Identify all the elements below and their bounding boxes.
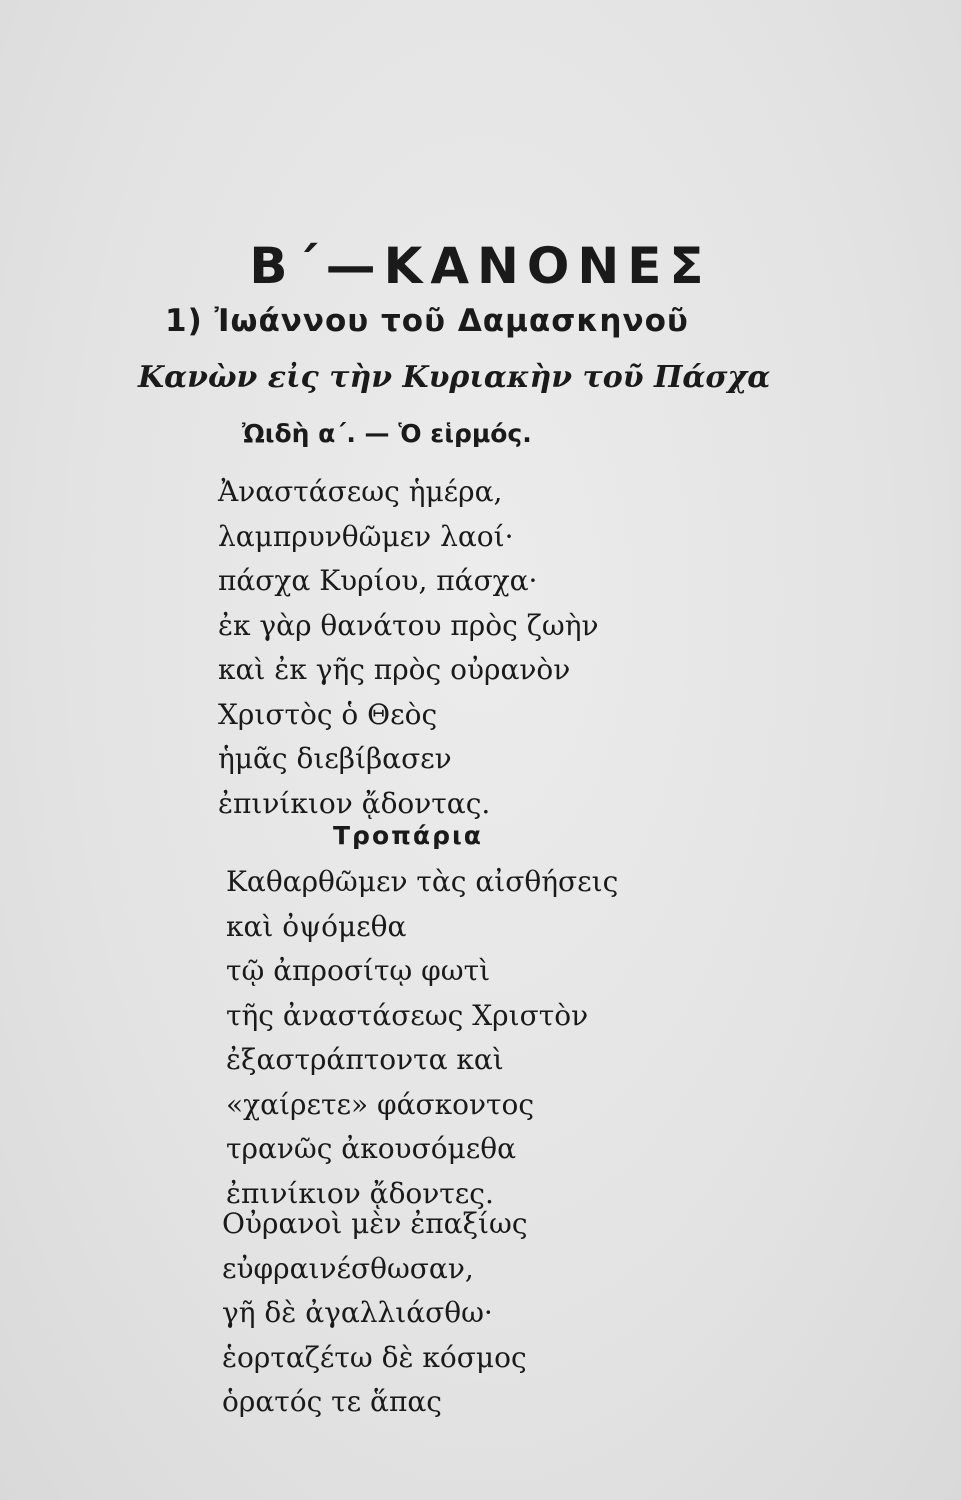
verse-line: Ἀναστάσεως ἡμέρα, — [218, 475, 503, 508]
verse-line: εὐφραινέσθωσαν, — [222, 1251, 474, 1285]
verse-line: γῆ δὲ ἀγαλλιάσθω· — [222, 1296, 493, 1329]
verse-line: ἐξαστράπτοντα καὶ — [226, 1043, 504, 1076]
verse-line: καὶ ἐκ γῆς πρὸς οὐρανὸν — [218, 653, 571, 686]
verse-line: τῷ ἀπροσίτῳ φωτὶ — [226, 954, 491, 987]
verse-line: ὁρατός τε ἅπας — [222, 1385, 442, 1418]
ode-heirmos-label: Ὠιδὴ α΄. — Ὁ εἱρμός. — [242, 419, 532, 448]
verse-line: Καθαρθῶμεν τὰς αἰσθήσεις — [226, 865, 619, 898]
troparion-2-verse — [222, 1202, 528, 1425]
verse-line: ἑορταζέτω δὲ κόσμος — [222, 1340, 527, 1374]
troparia-heading: Τροπάρια — [333, 821, 483, 850]
verse-line: ἡμᾶς διεβίβασεν — [218, 742, 452, 775]
verse-line: πάσχα Κυρίου, πάσχα· — [218, 564, 538, 597]
verse-line: καὶ ὀψόμεθα — [226, 909, 407, 943]
verse-line: Οὐρανοὶ μὲν ἐπαξίως — [222, 1207, 528, 1240]
verse-line: τρανῶς ἀκουσόμεθα — [226, 1132, 517, 1165]
heirmos-verse — [218, 470, 599, 826]
verse-line: ἐκ γὰρ θανάτου πρὸς ζωὴν — [218, 608, 599, 642]
author-heading: 1) Ἰωάννου τοῦ Δαμασκηνοῦ — [165, 303, 689, 339]
verse-line: ἐπινίκιον ᾄδοντες. — [226, 1176, 494, 1210]
section-heading: Β΄—ΚΑΝΟΝΕΣ — [249, 237, 712, 295]
troparion-1-verse — [226, 860, 618, 1216]
canon-title: Κανὼν εἰς τὴν Κυριακὴν τοῦ Πάσχα — [138, 360, 771, 395]
verse-line: Χριστὸς ὁ Θεὸς — [218, 697, 438, 731]
verse-line: λαμπρυνθῶμεν λαοί· — [218, 519, 514, 553]
verse-line: τῆς ἀναστάσεως Χριστὸν — [226, 998, 589, 1032]
verse-line: ἐπινίκιον ᾄδοντας. — [218, 786, 491, 820]
verse-line: «χαίρετε» φάσκοντος — [226, 1087, 535, 1121]
